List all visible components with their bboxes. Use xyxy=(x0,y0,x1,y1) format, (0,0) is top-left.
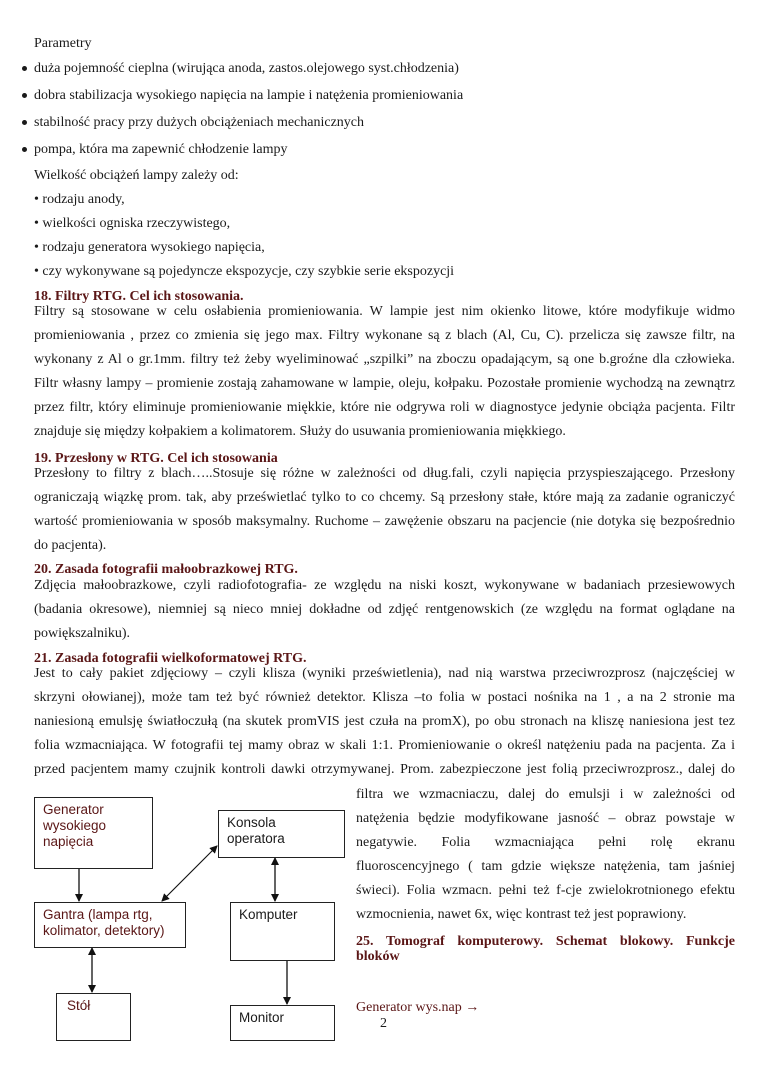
section-18-heading: 18. Filtry RTG. Cel ich stosowania. xyxy=(34,289,244,304)
konsola-block xyxy=(218,810,345,858)
text-line: Przesłony to filtry z blach…..Stosuje się różne w zależności od dług.fali, czyli napięcia przyspieszającego. Przesłony xyxy=(34,466,735,481)
page-number: 2 xyxy=(380,1016,387,1031)
text-line: (badania okresowe), niemniej są nieco mniej dokładne od zdjęć rentgenowskich (ze względu na format oglądane na xyxy=(34,602,735,617)
obciazenia-item: • wielkości ogniska rzeczywistego, xyxy=(34,216,231,231)
parametry-title: Parametry xyxy=(34,36,92,51)
block-label: Stół xyxy=(67,998,91,1013)
text-line: promieniowania , przez co zmienia się jego max. Filtry wykonane są z blach (Al, Cu, C). przelicza się zawsze filtr, na xyxy=(34,328,735,343)
text-line: skrzyni ołowianej), może tam też być również detektor. Klisza –to folia w postaci nośnika na 1 , a na 2 stronie ma xyxy=(34,690,735,705)
text-line: folia wzmacniająca. W fotografii tej mamy obraz w skali 1:1. Promieniowanie o określ natężeniu pada na pacjenta. Za i xyxy=(34,738,735,753)
block-label: kolimator, detektory) xyxy=(43,923,165,938)
monitor-block xyxy=(230,1005,335,1041)
gantra-block xyxy=(34,902,186,948)
obciazenia-item: • rodzaju generatora wysokiego napięcia, xyxy=(34,240,265,255)
text-line: wartość promieniowania w sposób maksymalny. Ruchome – zawężenie obszaru na pacjencie (nie dotyka się bezpośrednio xyxy=(34,514,735,529)
text-line: wzmocnienia, nawet 6x, więc kontrast też jest poprawiony. xyxy=(356,907,687,922)
section-25-heading: 25. Tomograf komputerowy. Schemat blokowy. Funkcje xyxy=(356,934,735,949)
section-25-heading-cont: bloków xyxy=(356,949,400,964)
block-label: operatora xyxy=(227,831,285,846)
text-line: przed pacjentem mamy czujnik kontroli dawki otrzymywanej. Prom. zabezpieczone jest folią przeciwrozprosz., dalej do xyxy=(34,762,735,777)
text-line: powiększalniku). xyxy=(34,626,131,641)
parametry-bullet: duża pojemność cieplna (wirująca anoda, zastos.olejowego syst.chłodzenia) xyxy=(34,61,459,76)
block-label: Gantra (lampa rtg, xyxy=(43,907,153,922)
block-label: Monitor xyxy=(239,1010,285,1025)
section-21-heading: 21. Zasada fotografii wielkoformatowej RTG. xyxy=(34,651,307,666)
block-label: Komputer xyxy=(239,907,298,922)
text-line: Jest to cały pakiet zdjęciowy – czyli klisza (wyniki prześwietlenia), nad nią warstwa przeciwrozprosz (najczęściej w xyxy=(34,666,735,681)
text-line: Zdjęcia małoobrazkowe, czyli radiofotografia- ze względu na niski koszt, wykonywane w badaniach przesiewowych xyxy=(34,578,735,593)
text-line: fluoroscencyjnego ( tam gdzie większe natężenia, tam jaśniej xyxy=(356,859,735,874)
generator-block xyxy=(34,797,153,869)
block-label: Konsola xyxy=(227,815,276,830)
obciazenia-title: Wielkość obciążeń lampy zależy od: xyxy=(34,168,239,183)
parametry-bullet: stabilność pracy przy dużych obciążeniach mechanicznych xyxy=(34,115,365,130)
text-line: natężenia będzie modyfikowane jasność – obraz powstaje w xyxy=(356,811,735,826)
text-line: wykonany z Al o gr.1mm. filtry też żeby wyeliminować „szpilki” na zboczu opadającym, są one b.groźne dla człowieka. xyxy=(34,352,735,367)
text-line: naniesioną emulsję światłoczułą (na skutek promVIS jest czuła na promX), po obu stronach na kliszę naniesiona jest tez xyxy=(34,714,735,729)
generator-note: Generator wys.nap → xyxy=(356,1000,480,1015)
section-19-heading: 19. Przesłony w RTG. Cel ich stosowania xyxy=(34,451,278,466)
section-20-heading: 20. Zasada fotografii małoobrazkowej RTG. xyxy=(34,562,298,577)
text-line: filtra we wzmacniaczu, dalej do emulsji i w zależności od xyxy=(356,787,735,802)
text-line: znajduje się między kołpakiem a kolimatorem. Służy do usuwania promieniowania miękkiego. xyxy=(34,424,566,439)
block-label: Generator xyxy=(43,802,104,817)
parametry-bullet: pompa, która ma zapewnić chłodzenie lampy xyxy=(34,142,288,157)
text-line: Filtr własny lampy – promienie zostają zahamowane w lampie, oleju, kołpaku. Pozostałe promienie wychodzą na zewnątrz xyxy=(34,376,735,391)
text-line: Filtry są stosowane w celu osłabienia promieniowania. W lampie jest nim okienko litowe, które modyfikuje widmo xyxy=(34,304,735,319)
text-line: negatywie. Folia wzmacniająca pełni rolę ekranu xyxy=(356,835,735,850)
obciazenia-item: • rodzaju anody, xyxy=(34,192,125,207)
arrow-gantra-konsola xyxy=(162,846,217,901)
text-line: przez filtr, który eliminuje promieniowanie miękkie, które nie odgrywa roli w diagnostyce jedynie obciąża pacjenta. Filtr xyxy=(34,400,735,415)
parametry-bullet: dobra stabilizacja wysokiego napięcia na lampie i natężenia promieniowania xyxy=(34,88,464,103)
block-label: napięcia xyxy=(43,834,94,849)
komputer-block xyxy=(230,902,335,961)
stol-block xyxy=(56,993,131,1041)
text-line: ograniczają wiązkę prom. tak, aby prześwietlać tylko to co chcemy. Są przesłony stałe, które mają za zadanie ograniczyć xyxy=(34,490,735,505)
text-line: świeci). Folia wzmacn. pełni też f-cje zwielokrotnionego efektu xyxy=(356,883,735,898)
block-label: wysokiego xyxy=(43,818,107,833)
text-line: do pacjenta). xyxy=(34,538,107,553)
obciazenia-item: • czy wykonywane są pojedyncze ekspozycje, czy szybkie serie ekspozycji xyxy=(34,264,455,279)
